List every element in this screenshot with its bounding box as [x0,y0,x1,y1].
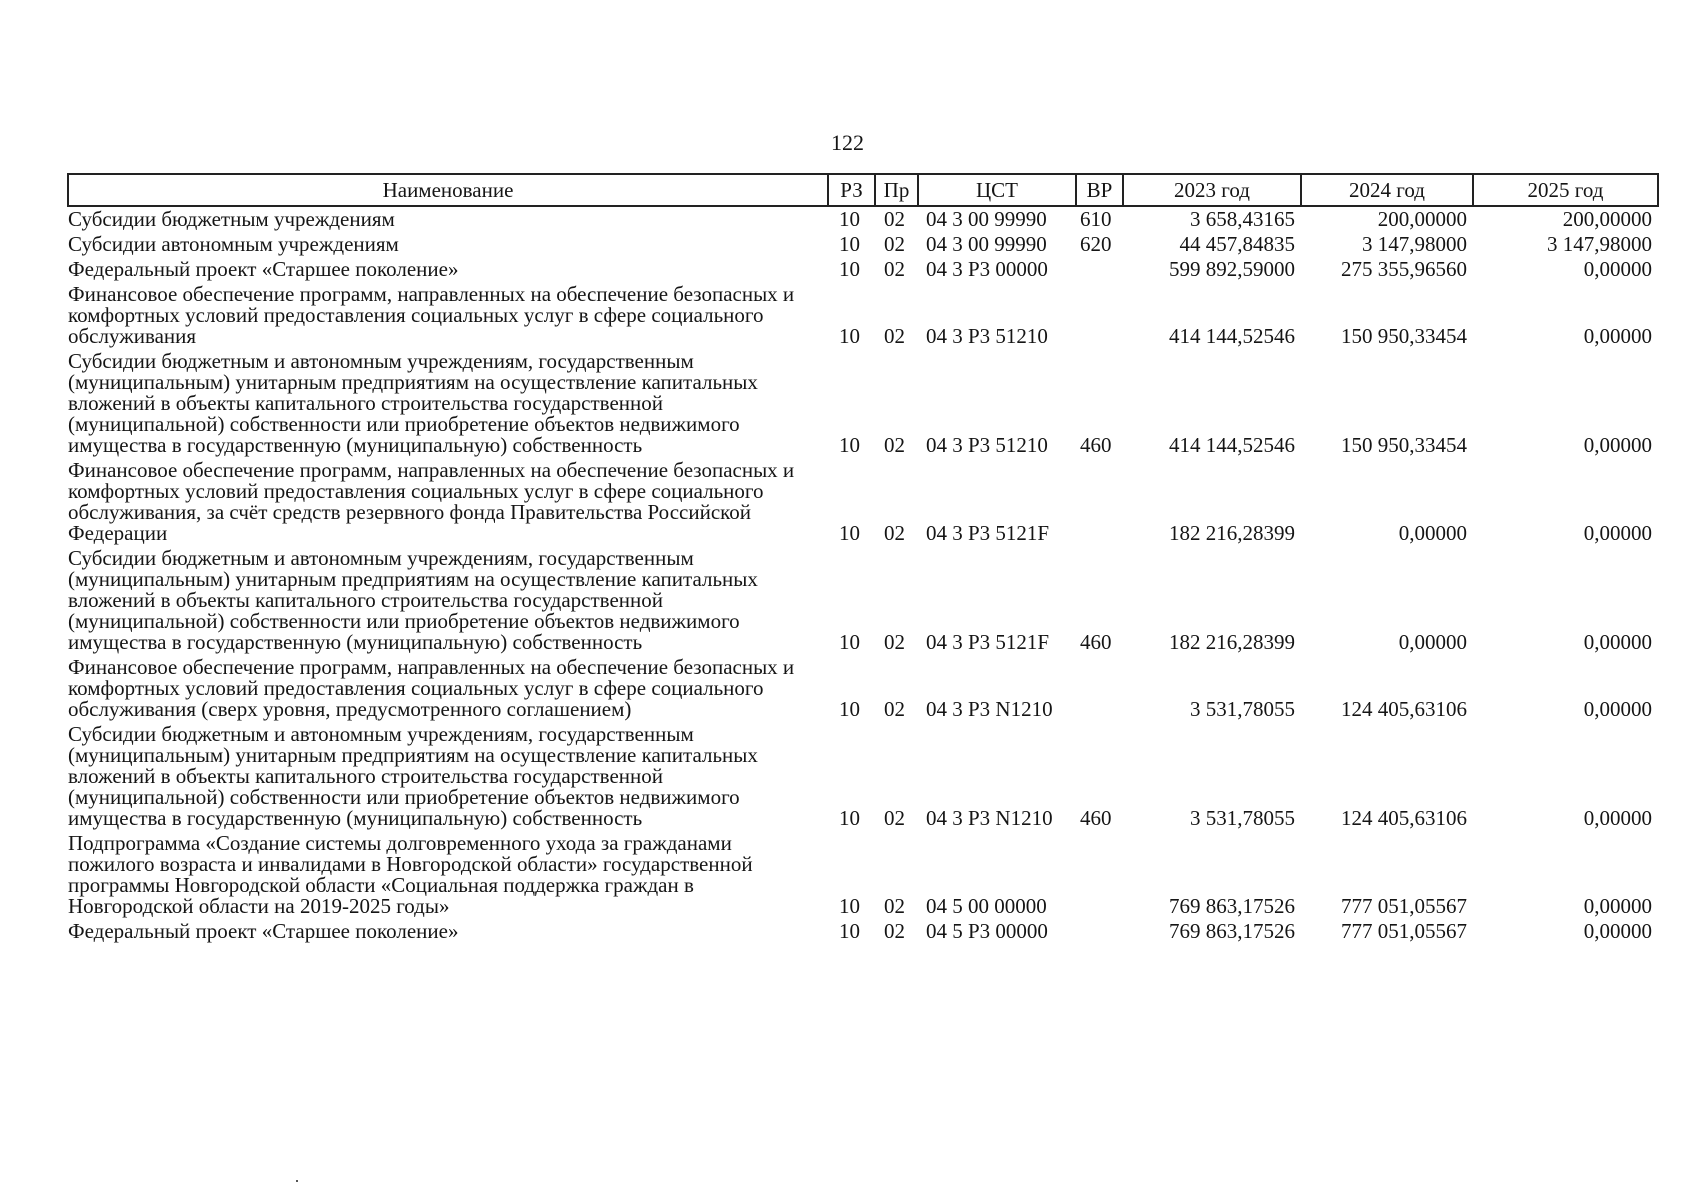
table-row [68,257,1658,282]
row-pr: 02 [884,894,905,918]
row-name: Подпрограмма «Создание системы долговременного ухода за гражданами пожилого возраста и инвалидами в Новгородской области» государственной программы Новгородской области «Социальная поддержка граждан в Новгородской области на 2019-2025 годы» [68,831,753,918]
row-vr: 460 [1080,433,1112,457]
row-2024: 777 051,05567 [1341,894,1467,918]
row-rz: 10 [839,207,860,231]
row-vr [1076,458,1123,546]
row-2025: 0,00000 [1583,894,1652,918]
row-cst: 04 3 Р3 N1210 [926,697,1053,721]
row-2025: 3 147,98000 [1547,232,1652,256]
row-pr: 02 [884,697,905,721]
row-2024: 3 147,98000 [1362,232,1467,256]
row-2023: 769 863,17526 [1169,919,1295,943]
row-2023: 182 216,28399 [1169,630,1295,654]
row-pr: 02 [884,521,905,545]
table-row [68,546,1658,655]
table-row [68,206,1658,232]
row-2025: 0,00000 [1583,630,1652,654]
row-vr: 610 [1080,207,1112,231]
row-rz: 10 [839,324,860,348]
row-name: Федеральный проект «Старшее поколение» [68,257,459,281]
table-row [68,831,1658,919]
header-2024: 2024 год [1301,174,1473,206]
row-2023: 44 457,84835 [1179,232,1295,256]
header-2023: 2023 год [1123,174,1301,206]
row-rz: 10 [839,232,860,256]
row-cst: 04 3 Р3 51210 [926,324,1048,348]
row-2024: 124 405,63106 [1341,806,1467,830]
row-pr: 02 [884,630,905,654]
table-row [68,349,1658,458]
header-cst: ЦСТ [918,174,1076,206]
table-row [68,232,1658,257]
row-rz: 10 [839,630,860,654]
row-vr: 460 [1080,630,1112,654]
scan-speck [296,1180,298,1182]
row-name: Финансовое обеспечение программ, направленных на обеспечение безопасных и комфортных условий предоставления социальных услуг в сфере социального обслуживания (сверх уровня, предусмотренного соглашением) [68,655,795,721]
row-pr: 02 [884,324,905,348]
row-2025: 0,00000 [1583,433,1652,457]
row-pr: 02 [884,232,905,256]
row-2025: 0,00000 [1583,521,1652,545]
row-2024: 275 355,96560 [1341,257,1467,281]
header-2025: 2025 год [1473,174,1658,206]
budget-table [67,173,1659,944]
row-vr [1076,831,1123,919]
table-row [68,919,1658,944]
row-pr: 02 [884,257,905,281]
table-body [68,206,1658,944]
row-vr [1076,257,1123,282]
table-row [68,458,1658,546]
row-rz: 10 [839,257,860,281]
row-2025: 0,00000 [1583,324,1652,348]
row-vr [1076,655,1123,722]
row-2025: 0,00000 [1583,919,1652,943]
table-row [68,282,1658,349]
row-name: Федеральный проект «Старшее поколение» [68,919,459,943]
page-number: 122 [831,130,864,155]
row-cst: 04 3 Р3 00000 [926,257,1048,281]
row-rz: 10 [839,894,860,918]
row-2023: 414 144,52546 [1169,433,1295,457]
row-vr: 460 [1080,806,1112,830]
row-rz: 10 [839,521,860,545]
row-2024: 0,00000 [1398,521,1467,545]
row-2024: 150 950,33454 [1341,433,1467,457]
row-2023: 3 658,43165 [1190,207,1295,231]
row-cst: 04 5 Р3 00000 [926,919,1048,943]
row-name: Субсидии бюджетным и автономным учреждениям, государственным (муниципальным) унитарным предприятиям на осуществление капитальных вложений в объекты капитального строительства государственной (муниципальной) собственности или приобретение объектов недвижимого имущества в государственную (муниципальную) собственность [68,349,758,457]
row-pr: 02 [884,806,905,830]
row-2023: 599 892,59000 [1169,257,1295,281]
row-cst: 04 3 00 99990 [926,207,1047,231]
row-rz: 10 [839,697,860,721]
row-rz: 10 [839,806,860,830]
row-2024: 0,00000 [1398,630,1467,654]
row-cst: 04 3 Р3 5121F [926,521,1050,545]
row-2024: 150 950,33454 [1341,324,1467,348]
row-pr: 02 [884,433,905,457]
row-name: Субсидии бюджетным и автономным учреждениям, государственным (муниципальным) унитарным предприятиям на осуществление капитальных вложений в объекты капитального строительства государственной (муниципальной) собственности или приобретение объектов недвижимого имущества в государственную (муниципальную) собственность [68,722,758,830]
row-cst: 04 3 Р3 N1210 [926,806,1053,830]
row-2024: 200,00000 [1377,207,1467,231]
row-2025: 200,00000 [1562,207,1652,231]
row-2025: 0,00000 [1583,697,1652,721]
row-cst: 04 3 Р3 51210 [926,433,1048,457]
row-name: Субсидии бюджетным и автономным учреждениям, государственным (муниципальным) унитарным предприятиям на осуществление капитальных вложений в объекты капитального строительства государственной (муниципальной) собственности или приобретение объектов недвижимого имущества в государственную (муниципальную) собственность [68,546,758,654]
row-cst: 04 3 Р3 5121F [926,630,1050,654]
row-name: Финансовое обеспечение программ, направленных на обеспечение безопасных и комфортных условий предоставления социальных услуг в сфере социального обслуживания, за счёт средств резервного фонда Правительства Российской Федерации [68,458,795,545]
row-2025: 0,00000 [1583,806,1652,830]
row-rz: 10 [839,433,860,457]
row-name: Субсидии автономным учреждениям [68,232,399,256]
header-name: Наименование [68,174,828,206]
row-2023: 769 863,17526 [1169,894,1295,918]
row-cst: 04 3 00 99990 [926,232,1047,256]
row-name: Финансовое обеспечение программ, направленных на обеспечение безопасных и комфортных условий предоставления социальных услуг в сфере социального обслуживания [68,282,795,348]
table-row [68,722,1658,831]
row-2025: 0,00000 [1583,257,1652,281]
row-2023: 414 144,52546 [1169,324,1295,348]
table-header-row [68,174,1658,206]
header-vr: ВР [1076,174,1123,206]
row-2023: 3 531,78055 [1190,697,1295,721]
header-pr: Пр [875,174,918,206]
row-cst: 04 5 00 00000 [926,894,1047,918]
row-2024: 124 405,63106 [1341,697,1467,721]
row-2023: 3 531,78055 [1190,806,1295,830]
row-2024: 777 051,05567 [1341,919,1467,943]
row-pr: 02 [884,207,905,231]
row-rz: 10 [839,919,860,943]
row-vr [1076,282,1123,349]
table-row [68,655,1658,722]
row-name: Субсидии бюджетным учреждениям [68,207,395,231]
row-vr [1076,919,1123,944]
row-vr: 620 [1080,232,1112,256]
row-2023: 182 216,28399 [1169,521,1295,545]
header-rz: РЗ [828,174,875,206]
row-pr: 02 [884,919,905,943]
